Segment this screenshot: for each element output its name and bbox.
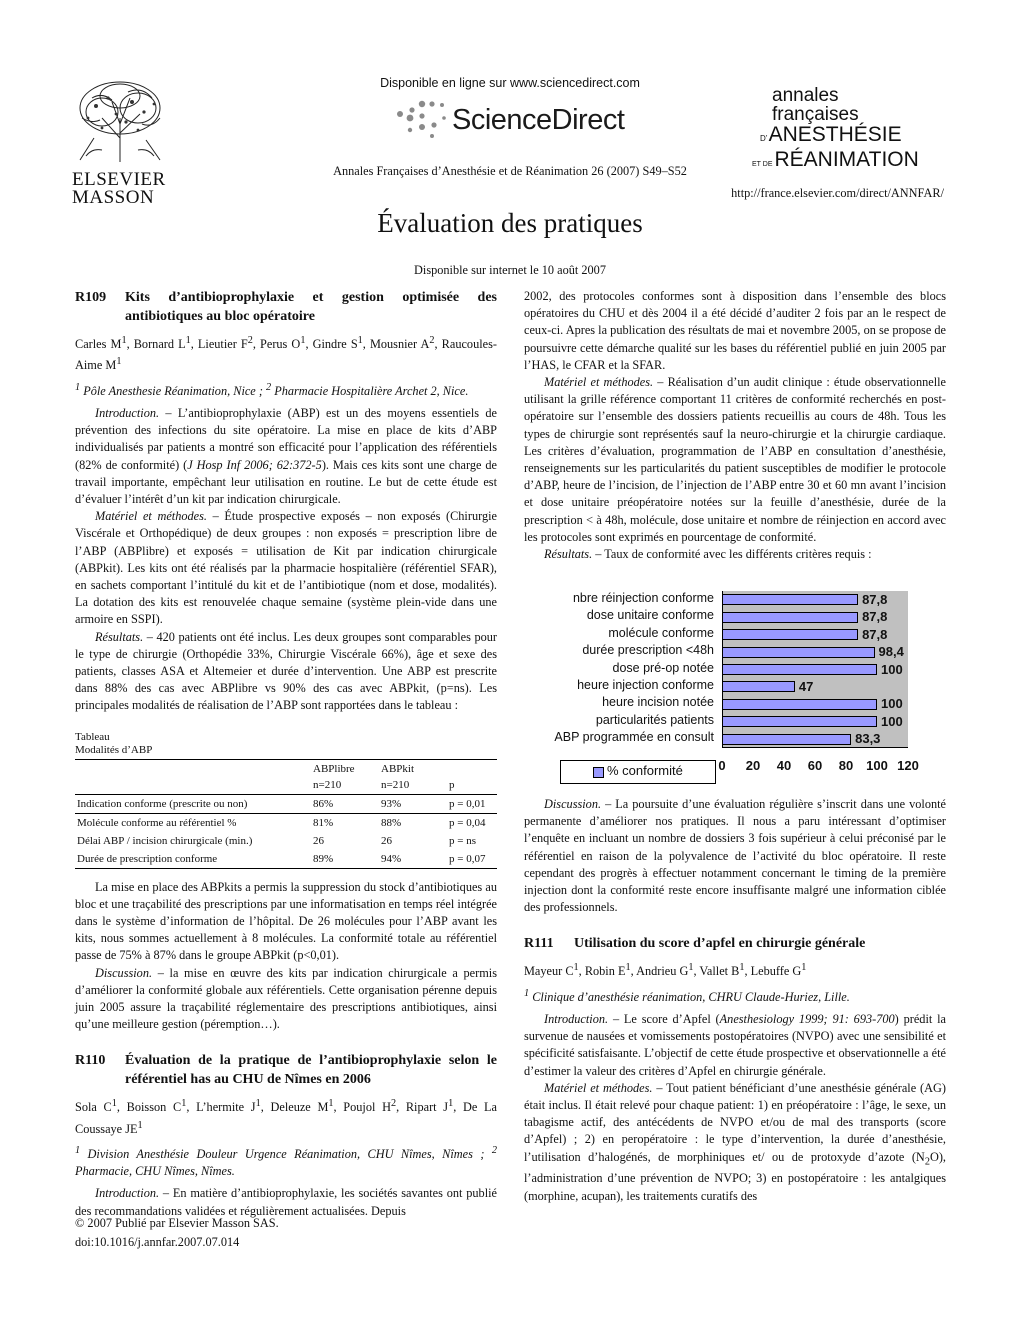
author: Raucoules-Aime M <box>75 337 497 373</box>
chart-value-label: 100 <box>881 696 903 712</box>
chart-category-label: dose pré-op notée <box>612 660 714 675</box>
chart-category-label: particularités patients <box>595 712 714 727</box>
elsevier-line2: MASSON <box>72 187 155 208</box>
chart-bar <box>722 664 877 675</box>
elsevier-logo <box>72 78 168 207</box>
chart-value-label: 87,8 <box>862 609 888 625</box>
section-title: Évaluation des pratiques <box>377 208 643 238</box>
x-axis-line <box>722 747 908 748</box>
chart-value-label: 47 <box>798 678 814 694</box>
elsevier-tree-icon <box>72 78 168 164</box>
chart-x-tick: 120 <box>897 758 919 773</box>
chart-value-label: 87,8 <box>862 626 888 642</box>
chart-category-label: molécule conforme <box>608 625 714 640</box>
legend-swatch <box>593 767 604 778</box>
r109-discussion: Discussion. – la mise en œuvre des kits par indication chirurgicale a permis d’améliorer la conformité globale aux référentiels. Cette organisation pérenne depuis juin 2005 assure la traçabilité réglementaire des prescriptions antibiotiques, ainsi qu’une meilleure gestion (péremption…). <box>75 965 497 1032</box>
chart-bar <box>722 716 877 727</box>
chart-value-label: 87,8 <box>862 591 888 607</box>
chart-legend <box>560 760 716 784</box>
author: Andrieu G <box>636 964 689 979</box>
author: Sola C <box>75 1100 112 1115</box>
footer <box>75 1214 279 1252</box>
elsevier-line1: ELSEVIER <box>72 169 166 190</box>
chart-category-label: heure incision notée <box>602 695 714 710</box>
chart-x-tick: 20 <box>745 758 761 773</box>
r109-introduction: Introduction. – L’antibioprophylaxie (ABP) est un des moyens essentiels de prévention des infections du site opératoire. La mise en place de kits d’ABP individualisés par patients a montré son efficacité pour l’application des référentiels (82% de conformité) (J Hosp Inf 2006; 62:372-5). Mais ces kits sont une charge de travail importante, empêchant leur utilisation en routine. Le but de cette étude est d’évaluer l’intérêt d’un kit par indication chirurgicale. <box>75 405 498 506</box>
author: Mousnier A <box>369 337 430 352</box>
r110-methods: Matériel et méthodes. – Réalisation d’un audit clinique : étude observationnelle utilisant la grille référence comportant 11 critères de conformité recherchés en post-opératoire sur l’ensemble des dossiers patients recueillis au cours de 48h. Tous les types de chirurgie sont représentés sauf la neuro-chirurgie et la chirurgie cardiaque. Les critères d’évaluation, programmation de l’ABP en consultation d’anesthésie, renseignements sur les particularités du patient susceptibles de modifier le protocole d’ABP, heure de l’incision, de l’injection de l’ABP entre 30 et 60 mn avant l’incision et dose unitaire préopératoire notées sur la feuille d’anesthésie, durée de la prescription < à 48h, molécule, dose unitaire et nombre de réinjection en accord avec les protocoles sont exprimés en pourcentage de conformité. <box>524 375 947 544</box>
r109-table-block <box>75 731 497 869</box>
r110-discussion: Discussion. – La poursuite d’une évaluation régulière s’inscrit dans une volonté permanente d’améliorer nos pratiques. Il nous a paru intéressant d’optimiser l’enquête en incluant un nombre de dossiers 3 fois supérieur à celui préconisé par le référentiel en raison de la polyvalence de l’activité du bloc opératoire. Il reste cependant des progrès à effectuer notamment concernant le timing de la première injection dont la conformité reste encore insuffisante malgré une information ciblée des professionnels. <box>524 797 946 915</box>
r109-results: Résultats. – 420 patients ont été inclus. Les deux groupes sont comparables pour le type de chirurgie (Orthopédie 33%, Chirurgie Viscérale 66%), âge et sexe des patients, classes ASA et Altemeier et durée d’intervention. Une ABP est prescrite dans 88% des cas avec ABPlibre vs 90% des cas avec ABPkit, (p=ns). Les principales modalités de réalisation de l’ABP sont rapportées dans le tableau : <box>75 629 497 713</box>
chart-value-label: 100 <box>881 713 903 729</box>
r111-introduction: Introduction. – Le score d’Apfel (Anesthesiology 1999; 91: 693-700) prédit la survenue de nausées et vomissements postopératoires (NVPO) avec une sensibilité et spécificité satisfaisante. L’objectif de cette étude prospective et observationnelle a été d’estimer la valeur des critères d’Apfel en chirurgie générale. <box>524 1012 946 1078</box>
author: Carles M <box>75 337 122 352</box>
chart-bar <box>722 594 858 605</box>
copyright: © 2007 Publié par Elsevier Masson SAS. <box>75 1216 279 1230</box>
r111-authors: Mayeur $C^1$, Robin $E^1$, Andrieu $G^1$, Vallet $B^1$, Lebuffe $G^1$ <box>524 962 807 979</box>
doi[interactable]: doi:10.1016/j.annfar.2007.07.014 <box>75 1235 240 1249</box>
r111-affiliations: $^1$ Clinique d’anesthésie réanimation, CHRU Claude-Huriez, Lille. <box>524 987 850 1004</box>
chart-category-label: durée prescription <48h <box>582 643 714 658</box>
chart-value-label: 83,3 <box>855 731 881 747</box>
available-date: Disponible sur internet le 10 août 2007 <box>414 263 606 277</box>
right-column-bottom <box>524 796 946 1205</box>
chart-bar <box>722 681 795 692</box>
right-column-top <box>524 288 946 563</box>
abstract-r111-title: R111 Utilisation du score d’apfel en chirurgie générale <box>524 936 866 952</box>
author: Lebuffe G <box>750 964 802 979</box>
table-caption: Tableau <box>75 730 110 743</box>
chart-x-tick: 40 <box>776 758 792 773</box>
sciencedirect-dots-icon <box>392 98 454 142</box>
journal-logo: annales françaises D’ANESTHÉSIE ET DERÉANIMATION <box>752 85 919 171</box>
chart-bar <box>722 612 858 623</box>
table-header: ABPlibre n=210 ABPkit n=210 p <box>75 759 497 794</box>
r110-authors: Sola $C^1$, Boisson $C^1$, L’hermite $J^1$, Deleuze $M^1$, Poujol $H^2$, Ripart $J^1$, De La Coussaye $JE^1$ <box>75 1098 497 1136</box>
table-row: Durée de prescription conforme 89% 94% p = 0,07 <box>75 850 497 869</box>
r109-table <box>75 759 497 869</box>
chart-x-tick: 0 <box>718 758 726 773</box>
chart-x-tick: 60 <box>807 758 823 773</box>
author: Vallet B <box>699 964 740 979</box>
chart-category-label: ABP programmée en consult <box>554 730 714 745</box>
abstract-r110-title: R110 Évaluation de la pratique de l’antibioprophylaxie selon le référentiel has au CHU de Nîmes en 2006 <box>75 1053 497 1088</box>
author: Bornard L <box>133 337 186 352</box>
author: De La Coussaye JE <box>75 1100 497 1136</box>
r110-continuation: 2002, des protocoles conformes sont à disposition dans l’ensemble des blocs opératoires du CHU et dès 2004 il a été décidé d’auditer 2 fois par an le respect de ceux-ci. Apres la publication des résultats de mai et novembre 2005, on se propose de poursuivre cette démarche qualité sur les bases du référentiel publié en juin 2005 par l’HAS, le CFAR et la SFAR. <box>524 289 946 372</box>
chart-bar <box>722 699 877 710</box>
chart-bar <box>722 734 851 745</box>
table-row: Indication conforme (prescrite ou non) 86% 93% p = 0,01 <box>75 794 497 813</box>
author: Perus O <box>260 337 301 352</box>
r111-methods: Matériel et méthodes. – Tout patient bénéficiant d’une anesthésie générale (AG) était inclus. Il était relevé pour chaque patient: 1) en préopératoire : l’âge, le sexe, un tabagisme actif, des antécédents de NVPO et/ou de mal des transports (score d’Apfel) ; 2) en peropératoire : le type d’intervention, la durée d’anesthésie, l’utilisation d’halogénés, de morphiniques et/ ou de protoxyde d’azote $(N_2O)$, l’administration d’une prévention de NVPO; 3) en postopératoire : les antalgiques (morphine, acupan), les traitements curatifs des <box>524 1080 947 1203</box>
chart-category-label: nbre réinjection conforme <box>572 590 714 605</box>
chart-bar <box>722 629 858 640</box>
chart-bar <box>722 647 875 658</box>
chart-category-label: dose unitaire conforme <box>586 608 714 623</box>
chart-x-tick: 80 <box>838 758 854 773</box>
conformity-bar-chart <box>530 585 950 790</box>
author: L’hermite J <box>196 1100 256 1115</box>
author: Gindre S <box>312 337 358 352</box>
author: Robin E <box>584 964 626 979</box>
sciencedirect-wordmark: ScienceDirect <box>452 104 625 136</box>
abstract-r109-title: R109 Kits d’antibioprophylaxie et gestion optimisée des antibiotiques au bloc opératoire <box>75 290 497 324</box>
table-row: Délai ABP / incision chirurgicale (min.) 26 26 p = ns <box>77 834 476 847</box>
r109-methods: Matériel et méthodes. – Étude prospective exposés – non exposés (Chirurgie Viscérale et Orthopédique) de deux groupes : non exposés = prescription libre de l’ABP (ABPlibre) et exposés = utilisation de Kit par indication chirurgicale (ABPkit). Les kits ont été réalisés par la pharmacie hospitalière (référentiel SFAR), en sachets comportant l’intitulé du kit et de l’antibiotique (nom et dose, modalités). La dotation des kits est renouvelée chaque semaine (système plein-vide dans une armoire en SSPI). <box>75 509 497 627</box>
author: Boisson C <box>126 1100 182 1115</box>
author: Mayeur C <box>524 964 574 979</box>
chart-category-label: heure injection conforme <box>577 677 714 692</box>
r110-results: Résultats. – Taux de conformité avec les différents critères requis : <box>544 547 872 562</box>
chart-x-tick: 100 <box>866 758 888 773</box>
author: Deleuze M <box>270 1100 329 1115</box>
author: Lieutier F <box>197 337 248 352</box>
chart-value-label: 100 <box>881 661 903 677</box>
legend-label: % conformité <box>607 763 683 778</box>
chart-value-label: 98,4 <box>878 644 904 660</box>
author: Ripart J <box>405 1100 449 1115</box>
author: Poujol H <box>343 1100 391 1115</box>
r110-affiliations: $^1$ Division Anesthésie Douleur Urgence Réanimation, CHU Nîmes, Nîmes ; $^2$ Pharmacie, CHU Nîmes, Nîmes. <box>75 1144 497 1179</box>
journal-citation: Annales Françaises d’Anesthésie et de Réanimation 26 (2007) S49–S52 <box>333 164 687 178</box>
left-column <box>75 288 497 1220</box>
available-online: Disponible en ligne sur www.sciencedirect.com <box>380 76 640 90</box>
table-row: Molécule conforme au référentiel % 81% 88% p = 0,04 <box>77 816 486 829</box>
r110-introduction: Introduction. – En matière d’antibioprophylaxie, les sociétés savantes ont publié des recommandations validées et régulièrement actualisées. Depuis <box>75 1186 497 1218</box>
journal-url[interactable]: http://france.elsevier.com/direct/ANNFAR/ <box>731 186 944 200</box>
r109-affiliations: $^1$ Pôle Anesthesie Réanimation, Nice ; $^2$ Pharmacie Hospitalière Archet 2, Nice. <box>75 381 469 398</box>
r109-after-table: La mise en place des ABPkits a permis la suppression du stock d’antibiotiques au bloc et une traçabilité des prescriptions par une informatisation en temps réel intégrée dans le système d’information de l’hôpital. De 26 molécules pour l’ABP avant les kits, nous sommes actuellement à 8 molécules. La conformité totale au référentiel passe de 75% à 87% dans le groupe ABPkit (p<0,01). <box>75 879 497 963</box>
table-subcaption: Modalités d’ABP <box>75 743 153 756</box>
sciencedirect-logo <box>392 98 642 142</box>
r109-authors: Carles $M^1$, Bornard $L^1$, Lieutier $F^2$, Perus $O^1$, Gindre $S^1$, Mousnier $A^2$, Raucoules-Aime $M^1$ <box>75 335 497 373</box>
